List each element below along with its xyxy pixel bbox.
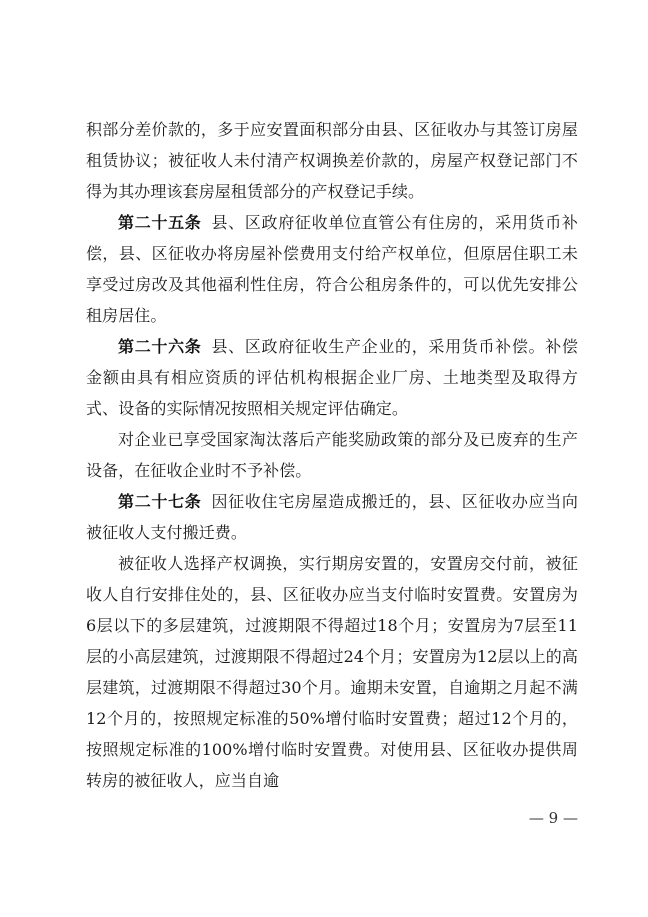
paragraph-text: 被征收人选择产权调换，实行期房安置的，安置房交付前，被征收人自行安排住处的，县、区征收办应当支付临时安置费。安置房为6层以下的多层建筑，过渡期限不得超过18个月；安置房为7层至11层的小高层建筑，过渡期限不得超过24个月；安置房为12层以上的高层建筑，过渡期限不得超过30个月。逾期未安置，自逾期之月起不满12个月的，按照规定标准的50%增付临时安置费；超过12个月的，按照规定标准的100%增付临时安置费。对使用县、区征收办提供周转房的被征收人，应当自逾	[86, 554, 578, 790]
paragraph-article-27-clause	[86, 548, 578, 796]
paragraph-article-26-clause	[86, 424, 578, 486]
paragraph-article-27	[86, 486, 578, 548]
paragraph-article-26	[86, 331, 578, 424]
paragraph-continuation	[86, 114, 578, 207]
document-body	[86, 114, 578, 796]
article-number: 第二十五条	[118, 213, 202, 232]
paragraph-text: 积部分差价款的，多于应安置面积部分由县、区征收办与其签订房屋租赁协议；被征收人未付清产权调换差价款的，房屋产权登记部门不得为其办理该套房屋租赁部分的产权登记手续。	[86, 120, 578, 201]
paragraph-text: 县、区政府征收单位直管公有住房的，采用货币补偿，县、区征收办将房屋补偿费用支付给产权单位，但原居住职工未享受过房改及其他福利性住房，符合公租房条件的，可以优先安排公租房居住。	[86, 213, 578, 325]
paragraph-text: 因征收住宅房屋造成搬迁的，县、区征收办应当向被征收人支付搬迁费。	[86, 492, 578, 542]
article-number: 第二十七条	[118, 492, 202, 511]
article-number: 第二十六条	[118, 337, 202, 356]
paragraph-text: 县、区政府征收生产企业的，采用货币补偿。补偿金额由具有相应资质的评估机构根据企业厂房、土地类型及取得方式、设备的实际情况按照相关规定评估确定。	[86, 337, 578, 418]
paragraph-text: 对企业已享受国家淘汰落后产能奖励政策的部分及已废弃的生产设备，在征收企业时不予补偿。	[86, 430, 578, 480]
page-number: — 9 —	[528, 809, 578, 827]
paragraph-article-25	[86, 207, 578, 331]
